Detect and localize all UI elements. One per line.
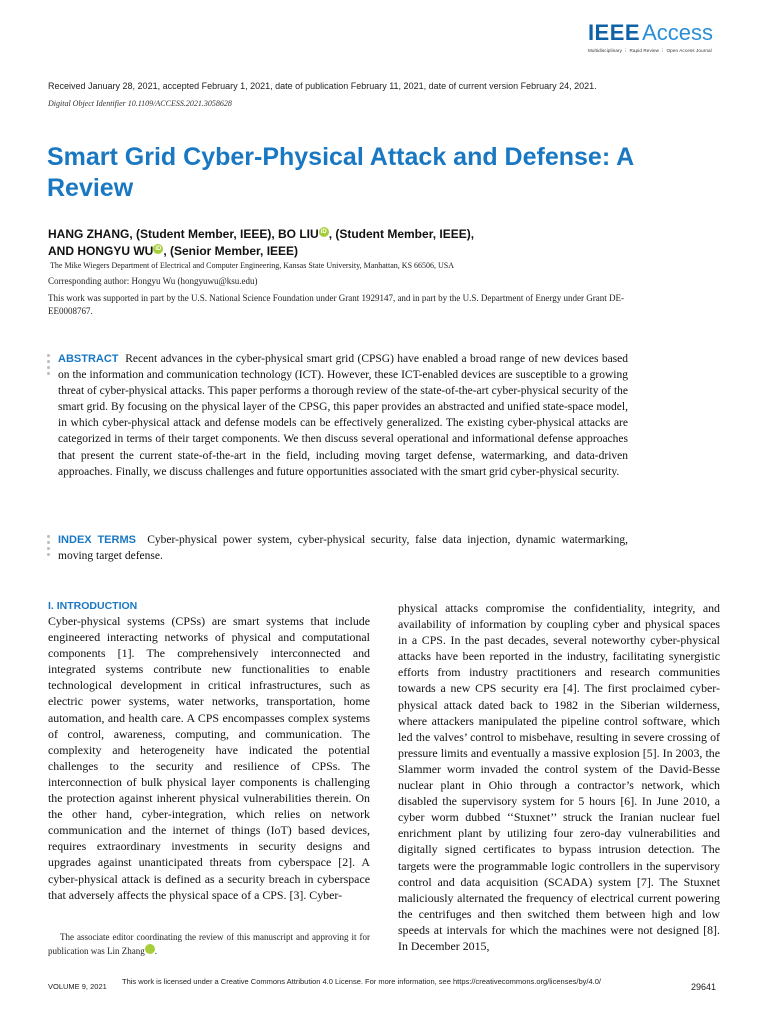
editor-footnote: The associate editor coordinating the review of this manuscript and approving it for publication was Lin Zhang iD. xyxy=(48,932,370,956)
abstract-text: Recent advances in the cyber-physical smart grid (CPSG) have enabled a broad range of new devices based on the information and communication technology (ICT). However, these ICT-enabled devices are susceptible to a growing threat of cyber-physical attacks. This paper performs a thorough review of the state-of-the-art cyber-physical security of the smart grid. By focusing on the physical layer of the CPSG, this paper provides an abstracted and unified state-space model, in which cyber-physical attack and defense models can be effectively generalized. The existing cyber-physical attacks are categorized in terms of their target components. We then discuss several operational and informational defense approaches that present the current state-of-the-art in the field, including moving target defense, watermarking, and data-driven approaches. Finally, we discuss challenges and future opportunities associated with the smart grid cyber-physical security. xyxy=(58,353,629,478)
body-paragraph: physical attacks compromise the confidentiality, integrity, and availability of information by coupling cyber and physical spaces in a CPS. In the past decades, several noteworthy cyber-physical attacks have been reported in the industry, facilitating synergistic efforts from industry practitioners and research communities towards a new CPS security era [4]. The first proclaimed cyber-physical attack dated back to 1982 in the Siberian wilderness, where attackers manipulated the pipeline control software, which led the valves’ control to misbehave, resulting in severe crossing of pressure limits and eventually a massive explosion [5]. In 2003, the Slammer worm invaded the control system of the David-Besse nuclear plant in Ohio through a contractor’s network, which disabled the supervisory system for 5 hours [6]. In June 2010, a cyber worm dubbed ‘‘Stuxnet’’ struck the Iranian nuclear fuel enrichment plant by utilizing four zero-day vulnerabilities and digitally signed certificates to bypass intrusion detection. The targets were the programmable logic controllers in the supervisory control and data acquisition (SCADA) system [7]. The Stuxnet maliciously alternated the frequency of electrical current powering the centrifuges and then switched them between high and low speeds at intervals for which the machines were not designed [8]. In December 2015, xyxy=(398,601,720,953)
footer-volume: VOLUME 9, 2021 xyxy=(48,982,107,991)
journal-logo xyxy=(588,20,713,54)
footer-license[interactable]: This work is licensed under a Creative Commons Attribution 4.0 License. For more information, see https://creativecommons.org/licenses/by/4.0/ xyxy=(122,977,601,986)
body-column-left xyxy=(48,600,370,903)
index-terms xyxy=(58,532,628,564)
author-text-4: , (Senior Member, IEEE) xyxy=(163,244,299,258)
funding-note: This work was supported in part by the U.S. National Science Foundation under Grant 1929147, and in part by the U.S. Department of Energy under Grant DE-EE0008767. xyxy=(48,293,624,316)
author-text-1: HANG ZHANG, (Student Member, IEEE), BO LIU xyxy=(48,227,319,241)
received-dates: Received January 28, 2021, accepted February 1, 2021, date of publication February 11, 2021, date of current version February 24, 2021. xyxy=(48,81,597,91)
index-terms-marker xyxy=(47,535,53,559)
page-number: 29641 xyxy=(691,982,717,992)
journal-name-light: Access xyxy=(642,20,713,45)
author-text-2: , (Student Member, IEEE), xyxy=(328,227,475,241)
abstract xyxy=(58,351,628,480)
journal-name-bold: IEEE xyxy=(587,20,641,45)
doi: Digital Object Identifier 10.1109/ACCESS.2021.3058628 xyxy=(48,99,232,108)
paper-title: Smart Grid Cyber-Physical Attack and Defense: A Review xyxy=(47,143,634,202)
index-terms-label: INDEX TERMS xyxy=(58,534,136,546)
abstract-label: ABSTRACT xyxy=(58,353,119,365)
body-paragraph: Cyber-physical systems (CPSs) are smart systems that include engineered interacting networks of physical and computational components [1]. The comprehensively interconnected and integrated systems contribute new functionalities to enable technological development in critical infrastructures, such as electric power systems, water networks, transportation, home automation, and health care. A CPS encompasses complex systems of control, awareness, computing, and communication. The complexity and heterogeneity have indicated the potential challenges to the security and resilience of CPSs. The interconnection of bulk physical layer components is challenging the protection against inherent physical vulnerabilities therein. On the other hand, cyber-integration, which relies on network communication and the internet of things (IoT) based devices, requires extraordinary investments in security designs and upgrades against unanticipated threats from cyberspace [2]. A cyber-physical attack is defined as a security breach in cyberspace that adversely affects the physical space of a CPS. [3]. Cyber- xyxy=(48,614,370,902)
body-column-right xyxy=(398,600,720,954)
orcid-icon[interactable]: iD xyxy=(145,944,155,954)
corresponding-author: Corresponding author: Hongyu Wu (hongyuwu@ksu.edu) xyxy=(48,276,258,286)
abstract-marker xyxy=(47,354,53,378)
author-text-3: AND HONGYU WU xyxy=(48,244,154,258)
author-list xyxy=(48,226,608,260)
orcid-icon[interactable]: iD xyxy=(320,229,327,235)
footnote-text: The associate editor coordinating the review of this manuscript and approving it for publication was Lin Zhang xyxy=(48,932,370,956)
journal-tagline: Multidisciplinary ⋮ Rapid Review ⋮ Open Access Journal xyxy=(587,48,712,53)
orcid-icon[interactable]: iD xyxy=(155,246,162,252)
affiliation: The Mike Wiegers Department of Electrical and Computer Engineering, Kansas State University, Manhattan, KS 66506, USA xyxy=(50,261,455,270)
index-terms-text: Cyber-physical power system, cyber-physical security, false data injection, dynamic watermarking, moving target defense. xyxy=(58,534,628,563)
section-heading: I. INTRODUCTION xyxy=(48,600,138,612)
